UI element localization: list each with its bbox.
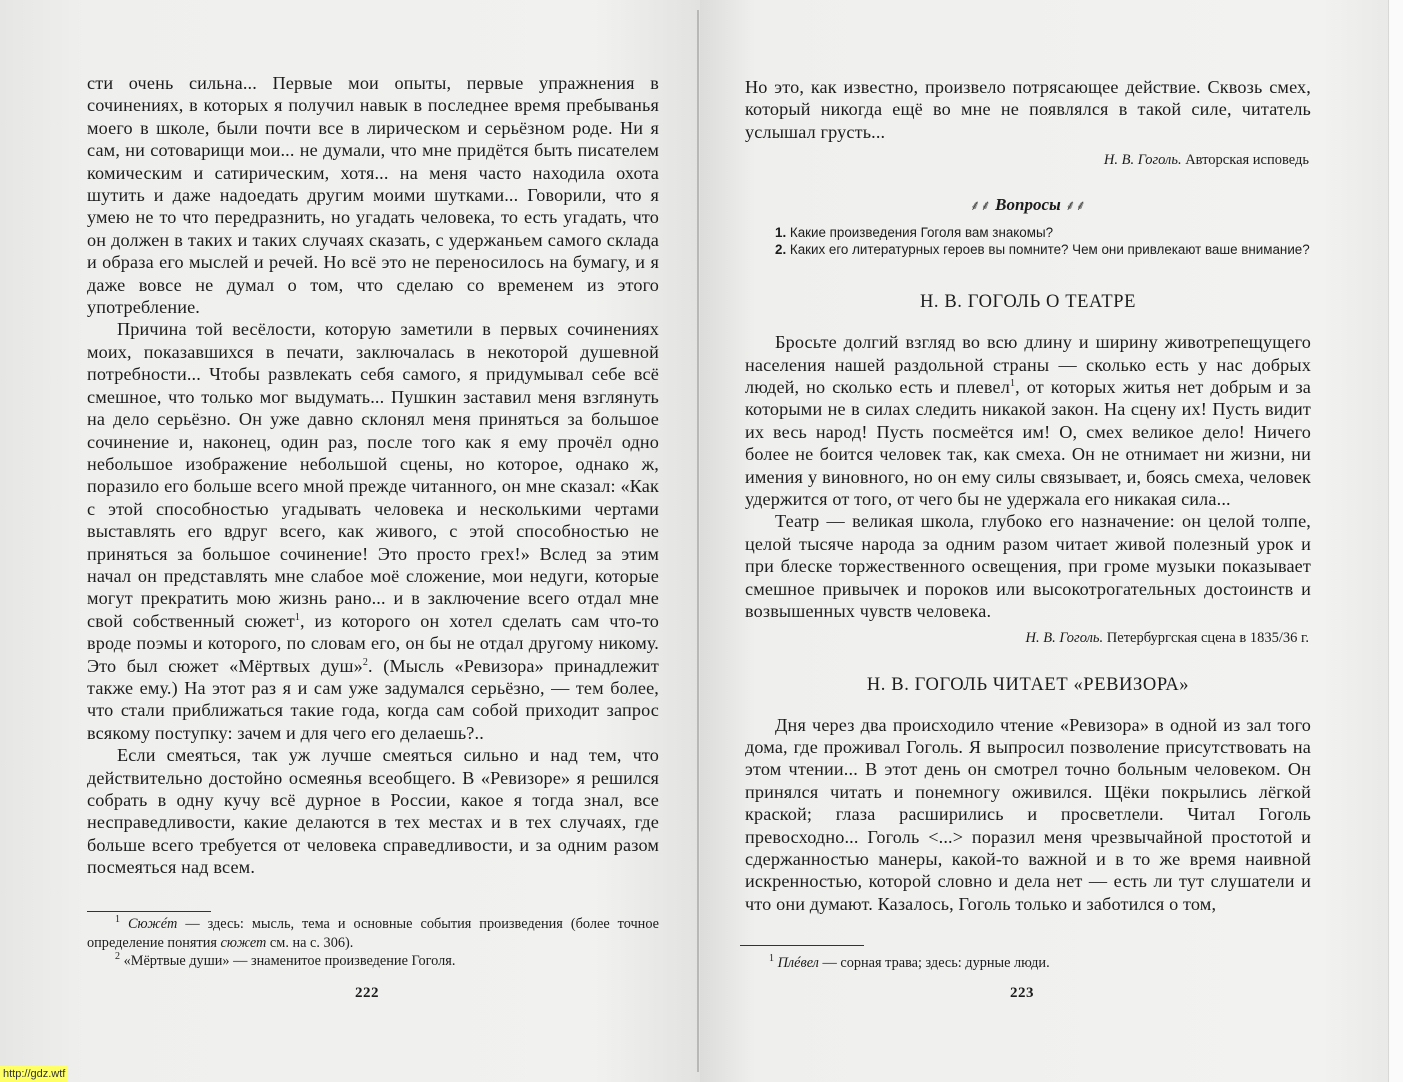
attribution: Н. В. Гоголь. Авторская исповедь xyxy=(1103,152,1309,169)
footnotes-left xyxy=(87,915,659,971)
footnote-ref: 1 xyxy=(294,611,301,623)
paragraph: сти очень сильна... Первые мои опыты, первые упражнения в сочинениях, в которых я получил навык в последнее время пребыванья моего в школе, были почти все в лирическом и серьёзном роде. Ни я сам, ни сотоварищи мои... не думали, что мне придётся быть писателем комическим и сатирическим, хотя... на меня часто находила охота шутить и даже надоедать другим моими шутками... Говорили, что я умею не то что передразнить, но угадать человека, то есть угадать, что он должен в таких и таких случаях сказать, с удержаньем самого склада и образа его мыслей и речей. Но всё это не переносилось на бумагу, и я даже вовсе не думал о том, что сделаю со временем из этого употребление. xyxy=(87,73,659,318)
attribution: Н. В. Гоголь. Петербургская сцена в 1835/36 г. xyxy=(1025,629,1309,646)
question: 1. Какие произведения Гоголя вам знакомы? xyxy=(775,225,1054,241)
paragraph: Но это, как известно, произвело потрясающее действие. Сквозь смех, который никогда ещё во мне не появлялся в такой силе, читатель услышал грусть... xyxy=(745,77,1311,142)
ornament-icon: ⸙⸙ xyxy=(1065,199,1087,215)
footnote-rule xyxy=(740,945,864,946)
questions-heading: ⸙⸙ Вопросы ⸙⸙ xyxy=(969,195,1087,215)
paragraph: Причина той весёлости, которую заметили в первых сочинениях моих, показавшихся в печати, заключалась в некоторой душевной потребности... Чтобы развлекать себя самого, я придумывал себе всё смешное, что только мог выдумать... Пушкин заставил меня взглянуть на дело серьёзно. Он уже давно склонял меня приняться за большое сочинение и, наконец, один раз, после того как я ему прочёл одно небольшое изображение небольшой сцены, но которое, однако ж, поразило его больше всего мной прежде читанного, он мне сказал: «Как с этой способностью угадывать человека и несколькими чертами выставлять его вдруг всего, как живого, с этой способностью не приняться за большое сочинение! Это просто грех!» Вслед за этим начал он представлять мне слабое моё сложение, мои недуги, которые могут прекратить мою жизнь рано... и в заключение всего отдал мне свой собственный сюжет$^1$, из которого он хотел сделать сам что-то вроде поэмы и которого, по словам его, он бы не отдал другому никому. Это был сюжет «Мёртвых душ»$^2$. (Мысль «Ревизора» принадлежит также ему.) На этот раз я и сам уже задумался серьёзно, — тем более, что стали приближаться такие года, когда сам собой приходит запрос всякому поступку: зачем и для чего его делаешь?.. xyxy=(87,319,659,743)
question: 2. Каких его литературных героев вы помните? Чем они привлекают ваше внимание? xyxy=(775,241,1310,257)
left-page-body xyxy=(87,72,659,879)
right-page-body xyxy=(745,76,1311,915)
book-spine xyxy=(697,10,699,1072)
footnote-ref: 2 xyxy=(362,656,369,668)
footnote-rule xyxy=(87,911,211,912)
scan-edge xyxy=(1388,0,1403,1082)
page-number: 223 xyxy=(1010,985,1034,1001)
paragraph: Театр — великая школа, глубоко его назначение: он целой толпе, целой тысяче народа за одним разом читает живой полезный урок и при блеске торжественного освещения, при громе музыки показывает смешное привычек и пороков или высокотрогательных достоинств и возвышенных чувств человека. xyxy=(745,511,1311,622)
questions-list xyxy=(745,225,1311,258)
page-number: 222 xyxy=(355,985,379,1001)
footnote: $^1$ Плéвел — сорная трава; здесь: дурные люди. xyxy=(769,953,1050,971)
watermark-link[interactable]: http://gdz.wtf xyxy=(0,1066,68,1082)
ornament-icon: ⸙⸙ xyxy=(969,199,991,215)
section-title: Н. В. ГОГОЛЬ О ТЕАТРЕ xyxy=(919,292,1137,313)
footnote-ref: 1 xyxy=(1009,377,1016,389)
paragraph: Дня через два происходило чтение «Ревизора» в одной из зал того дома, где проживал Гоголь. Я выпросил позволение присутствовать на этом чтении... В этот день он смотрел точно больным человеком. Он принялся читать и понемногу оживился. Щёки покрылись лёгкой краской; глаза расширились и просветлели. Читал Гоголь превосходно... Гоголь <...> поразил меня чрезвычайной простотой и сдержанностью манеры, какой-то важной и в то же время наивной искренностью, которой словно и дела нет — есть ли тут слушатели и что они думают. Казалось, Гоголь только и заботился о том, xyxy=(745,714,1311,914)
section-title: Н. В. ГОГОЛЬ ЧИТАЕТ «РЕВИЗОРА» xyxy=(866,674,1190,695)
footnote: $^1$ Сюжéт — здесь: мысль, тема и основные события произведения (более точное определение понятия сюжет см. на с. 306). xyxy=(87,914,659,951)
footnotes-right xyxy=(745,954,1305,973)
paragraph: Бросьте долгий взгляд во всю длину и ширину животрепещущего населения нашей раздольной страны — сколько есть у нас добрых людей, но сколько есть и плевел$^1$, от которых житья нет добрым и за которыми не в силах следить никакой закон. На сцену их! Пусть видит их весь народ! Пусть посмеётся им! О, смех великое дело! Ничего более не боится человек так, как смеха. Он не отнимает ни жизни, ни имения у виновного, но он ему силы связывает, и, боясь смеха, человек удержится от того, от чего бы не удержала его никакая сила... xyxy=(745,332,1312,510)
footnote: $^2$ «Мёртвые души» — знаменитое произведение Гоголя. xyxy=(115,951,456,969)
paragraph: Если смеяться, так уж лучше смеяться сильно и над тем, что действительно достойно осмеянья всеобщего. В «Ревизоре» я решился собрать в одну кучу всё дурное в России, какое я тогда знал, все несправедливости, какие делаются в тех местах и в тех случаях, где больше всего требуется от человека справедливости, и за одним разом посмеяться над всем. xyxy=(87,745,659,878)
